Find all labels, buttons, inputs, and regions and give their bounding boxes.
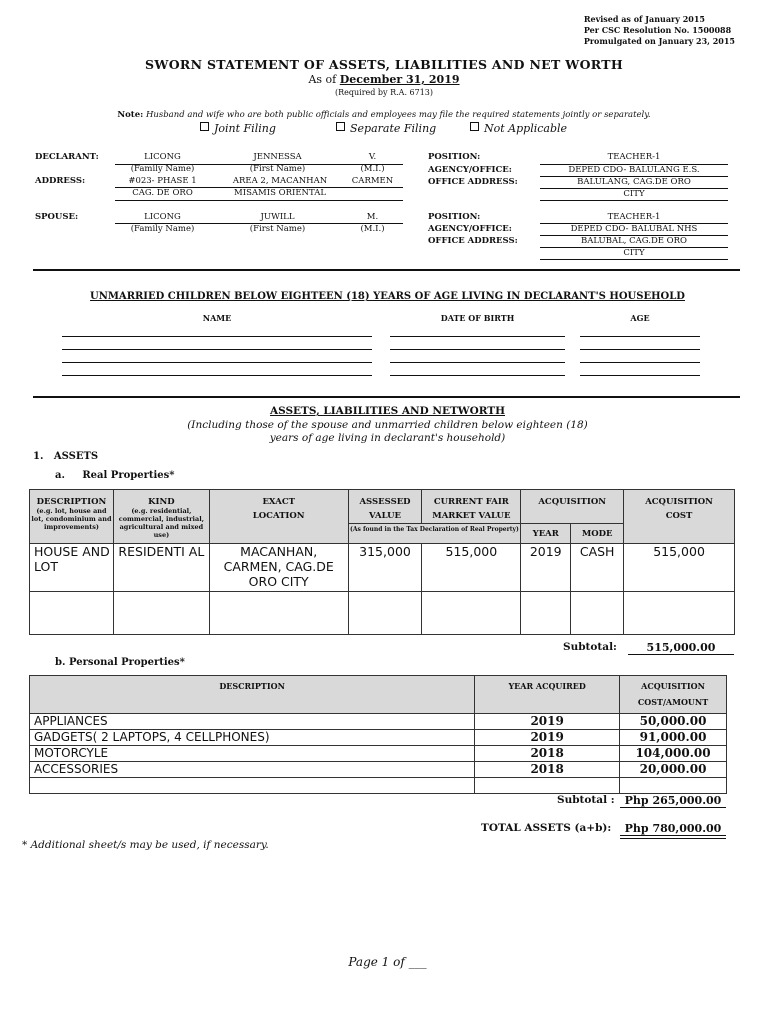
cell-assessed: 315,000 [348, 544, 422, 592]
col-description [30, 490, 114, 544]
cell-description: MOTORCYLE [30, 746, 475, 762]
assets-subheading: (Including those of the spouse and unmarried children below eighteen (18) [187, 419, 588, 431]
declarant-agency: DEPED CDO- BALULANG E.S. [568, 165, 700, 175]
total-assets-value: Php 780,000.00 [624, 822, 722, 835]
spouse-office-address: CITY [623, 248, 645, 258]
col-description [30, 676, 475, 714]
address-label: ADDRESS: [35, 176, 86, 186]
revision-line: Promulgated on January 23, 2015 [583, 36, 735, 46]
family-name-caption: (Family Name) [130, 224, 195, 234]
header-label: DESCRIPTION [36, 497, 107, 507]
col-kind [113, 490, 209, 544]
header-caption: (e.g. residential, commercial, industrial, agricultural and mixed use) [118, 507, 204, 539]
position-label: POSITION: [428, 212, 481, 222]
note-text: Husband and wife who are both public officials and employees may file the required statements jointly or separately. [145, 110, 651, 120]
header-label: ASSESSED [359, 497, 411, 507]
as-of-line [0, 73, 768, 86]
real-subtotal-value: 515,000.00 [646, 641, 716, 654]
page-number: Page 1 of ___ [348, 955, 427, 969]
agency-label: AGENCY/OFFICE: [428, 165, 512, 175]
checkbox-icon[interactable] [200, 122, 209, 131]
children-col-name: NAME [202, 313, 232, 323]
cell-year: 2019 [475, 714, 620, 730]
col-year-acquired [475, 676, 620, 714]
option-label: Joint Filing [214, 122, 276, 135]
col-year: YEAR [521, 524, 571, 544]
first-name-caption: (First Name) [249, 224, 306, 234]
spouse-first-name: JUWILL [260, 212, 295, 222]
cell-fmv: 515,000 [422, 544, 521, 592]
children-heading: UNMARRIED CHILDREN BELOW EIGHTEEN (18) YEARS OF AGE LIVING IN DECLARANT'S HOUSEHOLD [90, 291, 685, 302]
header-label: LOCATION [252, 511, 305, 521]
header-caption: (e.g. lot, house and lot, condominium and improvements) [31, 507, 112, 531]
header-label: DESCRIPTION [219, 681, 285, 691]
col-mode: MODE [571, 524, 624, 544]
section-divider [33, 396, 740, 398]
address-line: #023- PHASE 1 [128, 176, 197, 186]
spouse-mi: M. [366, 212, 379, 222]
address-line: CAG. DE ORO [132, 188, 193, 198]
table-row [30, 746, 727, 762]
revision-line: Per CSC Resolution No. 1500088 [583, 25, 732, 35]
header-label: COST/AMOUNT [637, 697, 709, 707]
footnote: * Additional sheet/s may be used, if necessary. [22, 839, 269, 851]
cell-cost: 104,000.00 [620, 746, 727, 762]
office-address-label: OFFICE ADDRESS: [428, 236, 518, 246]
spouse-family-name: LICONG [144, 212, 181, 222]
address-line: AREA 2, MACANHAN [232, 176, 328, 186]
cell-year: 2019 [475, 730, 620, 746]
declarant-office-address: BALULANG, CAG.DE ORO [577, 177, 691, 187]
office-address-label: OFFICE ADDRESS: [428, 177, 518, 187]
joint-filing-option[interactable] [200, 122, 276, 135]
cell-year: 2018 [475, 746, 620, 762]
checkbox-icon[interactable] [470, 122, 479, 131]
position-label: POSITION: [428, 152, 481, 162]
spouse-office-address: BALUBAL, CAG.DE ORO [580, 236, 688, 246]
col-acquisition [521, 490, 624, 524]
first-name-caption: (First Name) [249, 164, 306, 174]
declarant-family-name: LICONG [144, 152, 181, 162]
form-title: SWORN STATEMENT OF ASSETS, LIABILITIES AND NET WORTH [145, 57, 623, 72]
header-label: VALUE [369, 511, 401, 521]
assets-label: 1. ASSETS [33, 451, 99, 462]
col-acquisition-cost [620, 676, 727, 714]
address-line: CARMEN [351, 176, 394, 186]
col-acquisition-cost [624, 490, 735, 544]
declarant-position: TEACHER-1 [607, 152, 661, 162]
header-caption: (As found in the Tax Declaration of Real Property) [350, 526, 519, 533]
cell-description: HOUSE AND LOT [30, 544, 114, 592]
personal-properties-label: b. Personal Properties* [55, 657, 185, 668]
mi-caption: (M.I.) [360, 164, 385, 174]
cell-description: ACCESSORIES [30, 762, 475, 778]
declarant-mi: V. [368, 152, 377, 162]
spouse-agency: DEPED CDO- BALUBAL NHS [570, 224, 698, 234]
as-of-date: December 31, 2019 [339, 73, 460, 86]
option-label: Not Applicable [484, 122, 568, 135]
note [0, 110, 768, 120]
assets-subheading: years of age living in declarant's household) [269, 432, 506, 444]
section-divider [33, 269, 740, 271]
option-label: Separate Filing [350, 122, 437, 135]
header-label: EXACT [262, 497, 295, 507]
agency-label: AGENCY/OFFICE: [428, 224, 512, 234]
personal-subtotal-label: Subtotal : [557, 794, 615, 806]
table-row [30, 714, 727, 730]
header-label: KIND [148, 497, 175, 507]
header-label: YEAR ACQUIRED [508, 681, 586, 691]
mi-caption: (M.I.) [360, 224, 385, 234]
cell-cost: 91,000.00 [620, 730, 727, 746]
header-label: MARKET VALUE [432, 511, 511, 521]
declarant-office-address: CITY [623, 189, 645, 199]
table-row [30, 762, 727, 778]
children-col-age: AGE [630, 313, 650, 323]
cell-cost: 515,000 [624, 544, 735, 592]
cell-location: MACANHAN, CARMEN, CAG.DE ORO CITY [209, 544, 348, 592]
spouse-position: TEACHER-1 [607, 212, 661, 222]
cell-description: GADGETS( 2 LAPTOPS, 4 CELLPHONES) [30, 730, 475, 746]
separate-filing-option[interactable] [336, 122, 436, 135]
not-applicable-option[interactable] [470, 122, 567, 135]
real-properties-label: a. Real Properties* [55, 470, 175, 481]
family-name-caption: (Family Name) [130, 164, 195, 174]
cell-year: 2019 [521, 544, 571, 592]
tax-declaration-note [348, 524, 521, 544]
col-assessed-value [348, 490, 422, 524]
cell-description: APPLIANCES [30, 714, 475, 730]
spouse-label: SPOUSE: [35, 212, 79, 222]
cell-cost: 50,000.00 [620, 714, 727, 730]
cell-mode: CASH [571, 544, 624, 592]
assets-heading: ASSETS, LIABILITIES AND NETWORTH [269, 405, 506, 417]
total-assets-label: TOTAL ASSETS (a+b): [481, 822, 612, 834]
declarant-label: DECLARANT: [35, 152, 99, 162]
address-line: MISAMIS ORIENTAL [234, 188, 326, 198]
as-of-label: As of [308, 73, 337, 86]
children-col-dob: DATE OF BIRTH [440, 313, 515, 323]
checkbox-icon[interactable] [336, 122, 345, 131]
note-label: Note: [117, 110, 144, 120]
header-label: CURRENT FAIR [433, 497, 509, 507]
header-label: COST [665, 511, 693, 521]
header-label: ACQUISITION [645, 497, 713, 507]
table-row [30, 778, 727, 794]
table-row [30, 544, 735, 592]
cell-year: 2018 [475, 762, 620, 778]
declarant-first-name: JENNESSA [253, 152, 302, 162]
table-row [30, 730, 727, 746]
personal-properties-table [29, 675, 727, 794]
cell-cost: 20,000.00 [620, 762, 727, 778]
required-by: (Required by R.A. 6713) [334, 88, 434, 97]
header-label: ACQUISITION [538, 497, 607, 507]
personal-subtotal-value: Php 265,000.00 [624, 794, 722, 807]
header-label: ACQUISITION [641, 681, 705, 691]
cell-kind: RESIDENTI AL [113, 544, 209, 592]
revision-block [584, 14, 735, 47]
table-row [30, 592, 735, 635]
revision-line: Revised as of January 2015 [583, 14, 705, 24]
col-fair-market-value [422, 490, 521, 524]
real-subtotal-label: Subtotal: [563, 641, 617, 653]
real-properties-table [29, 489, 735, 635]
col-location [209, 490, 348, 544]
